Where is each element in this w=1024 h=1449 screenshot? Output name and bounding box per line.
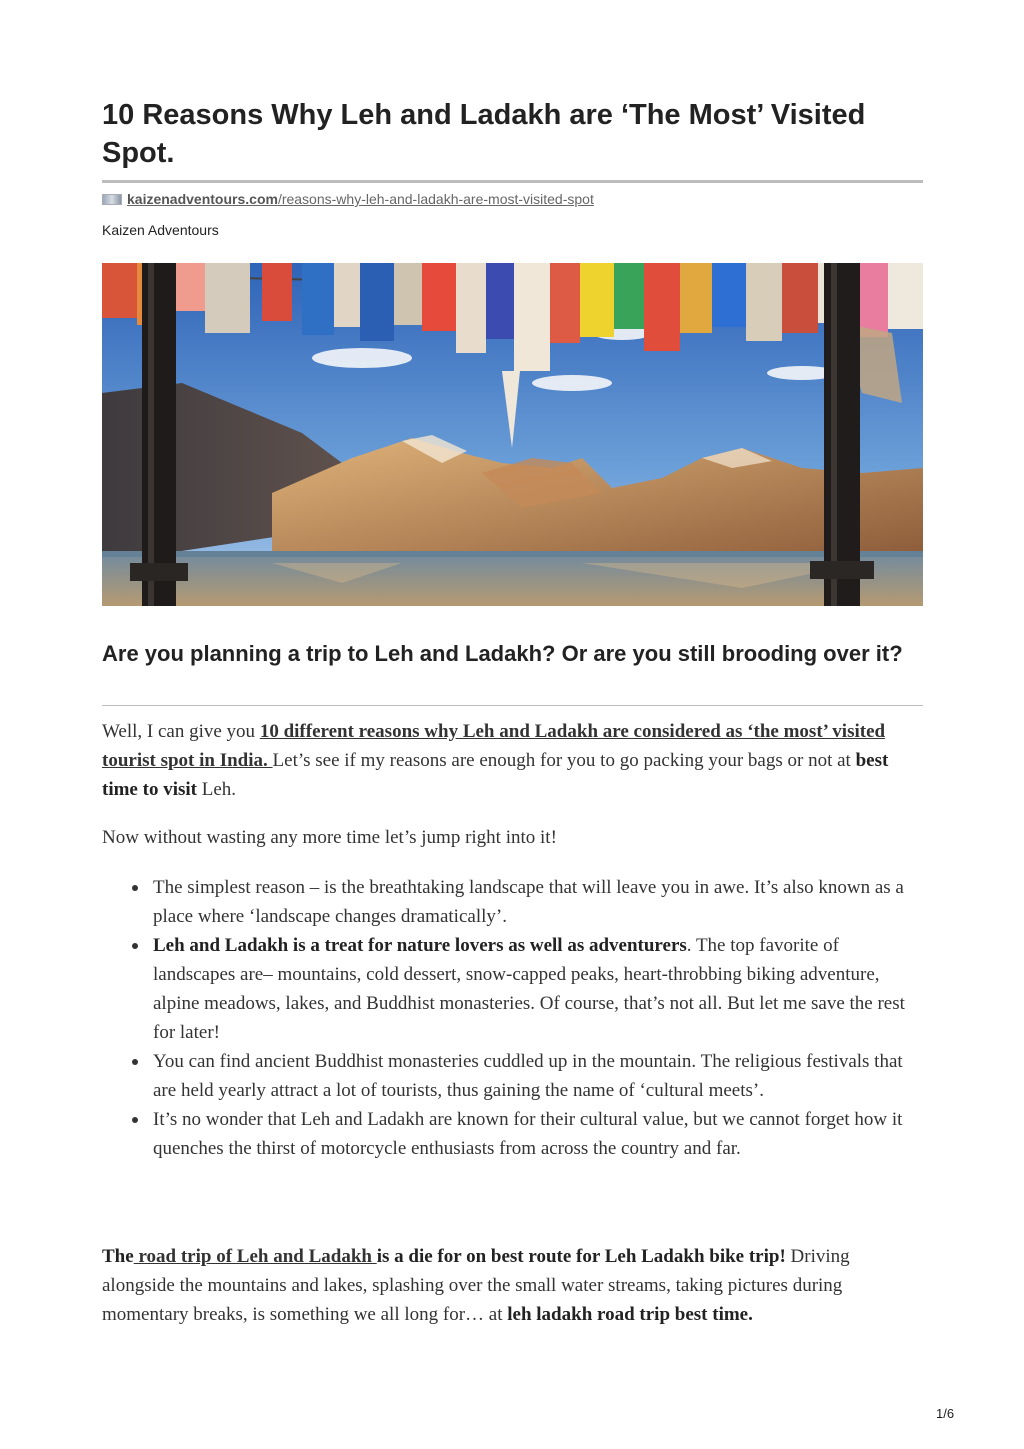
list-item: The simplest reason – is the breathtaking landscape that will leave you in awe. It’s also known as a place where ‘landscape changes dramatically’. bbox=[153, 873, 923, 931]
list-item: Leh and Ladakh is a treat for nature lovers as well as adventurers. The top favorite of landscapes are– mountains, cold dessert, snow-capped peaks, heart-throbbing biking adventure, alpine meadows, lakes, and Buddhist monasteries. Of course, that’s not all. But let me save the rest for later! bbox=[153, 931, 923, 1047]
article-title: 10 Reasons Why Leh and Ladakh are ‘The Most’ Visited Spot. bbox=[102, 99, 866, 169]
site-favicon-icon bbox=[102, 194, 122, 205]
road-trip-link[interactable]: road trip of Leh and Ladakh bbox=[133, 1246, 377, 1267]
list-item: You can find ancient Buddhist monasteries cuddled up in the mountain. The religious festivals that are held yearly attract a lot of tourists, thus gaining the name of ‘cultural meets’. bbox=[153, 1047, 923, 1105]
section-heading: Are you planning a trip to Leh and Ladakh? Or are you still brooding over it? bbox=[102, 641, 903, 666]
author-name: Kaizen Adventours bbox=[102, 222, 219, 238]
list-item: It’s no wonder that Leh and Ladakh are known for their cultural value, but we cannot forget how it quenches the thirst of motorcycle enthusiasts from across the country and far. bbox=[153, 1105, 923, 1163]
prayer-flags-and-mountain-lake-photo bbox=[102, 263, 923, 606]
page-number: 1/6 bbox=[936, 1406, 955, 1421]
source-line bbox=[102, 191, 594, 207]
source-link[interactable]: kaizenadventours.com/reasons-why-leh-and-ladakh-are-most-visited-spot bbox=[127, 191, 594, 207]
transition-paragraph: Now without wasting any more time let’s jump right into it! bbox=[102, 827, 557, 848]
intro-paragraph: Well, I can give you 10 different reasons why Leh and Ladakh are considered as ‘the most’ visited tourist spot in India. Let’s see if my reasons are enough for you to go packing your bags or not at best time to visit Leh. bbox=[102, 721, 889, 800]
section-divider bbox=[102, 705, 923, 706]
roadtrip-paragraph: The road trip of Leh and Ladakh is a die for on best route for Leh Ladakh bike trip! Driving alongside the mountains and lakes, splashing over the small water streams, taking pictures during momentary breaks, is something we all long for… at leh ladakh road trip best time. bbox=[102, 1246, 850, 1325]
best-time-text: best time to visit bbox=[102, 750, 889, 800]
hero-image bbox=[102, 263, 923, 606]
reasons-list bbox=[102, 873, 923, 1163]
title-divider bbox=[102, 180, 923, 183]
reasons-link[interactable]: 10 different reasons why Leh and Ladakh are considered as ‘the most’ visited tourist spot in India. bbox=[102, 721, 886, 771]
